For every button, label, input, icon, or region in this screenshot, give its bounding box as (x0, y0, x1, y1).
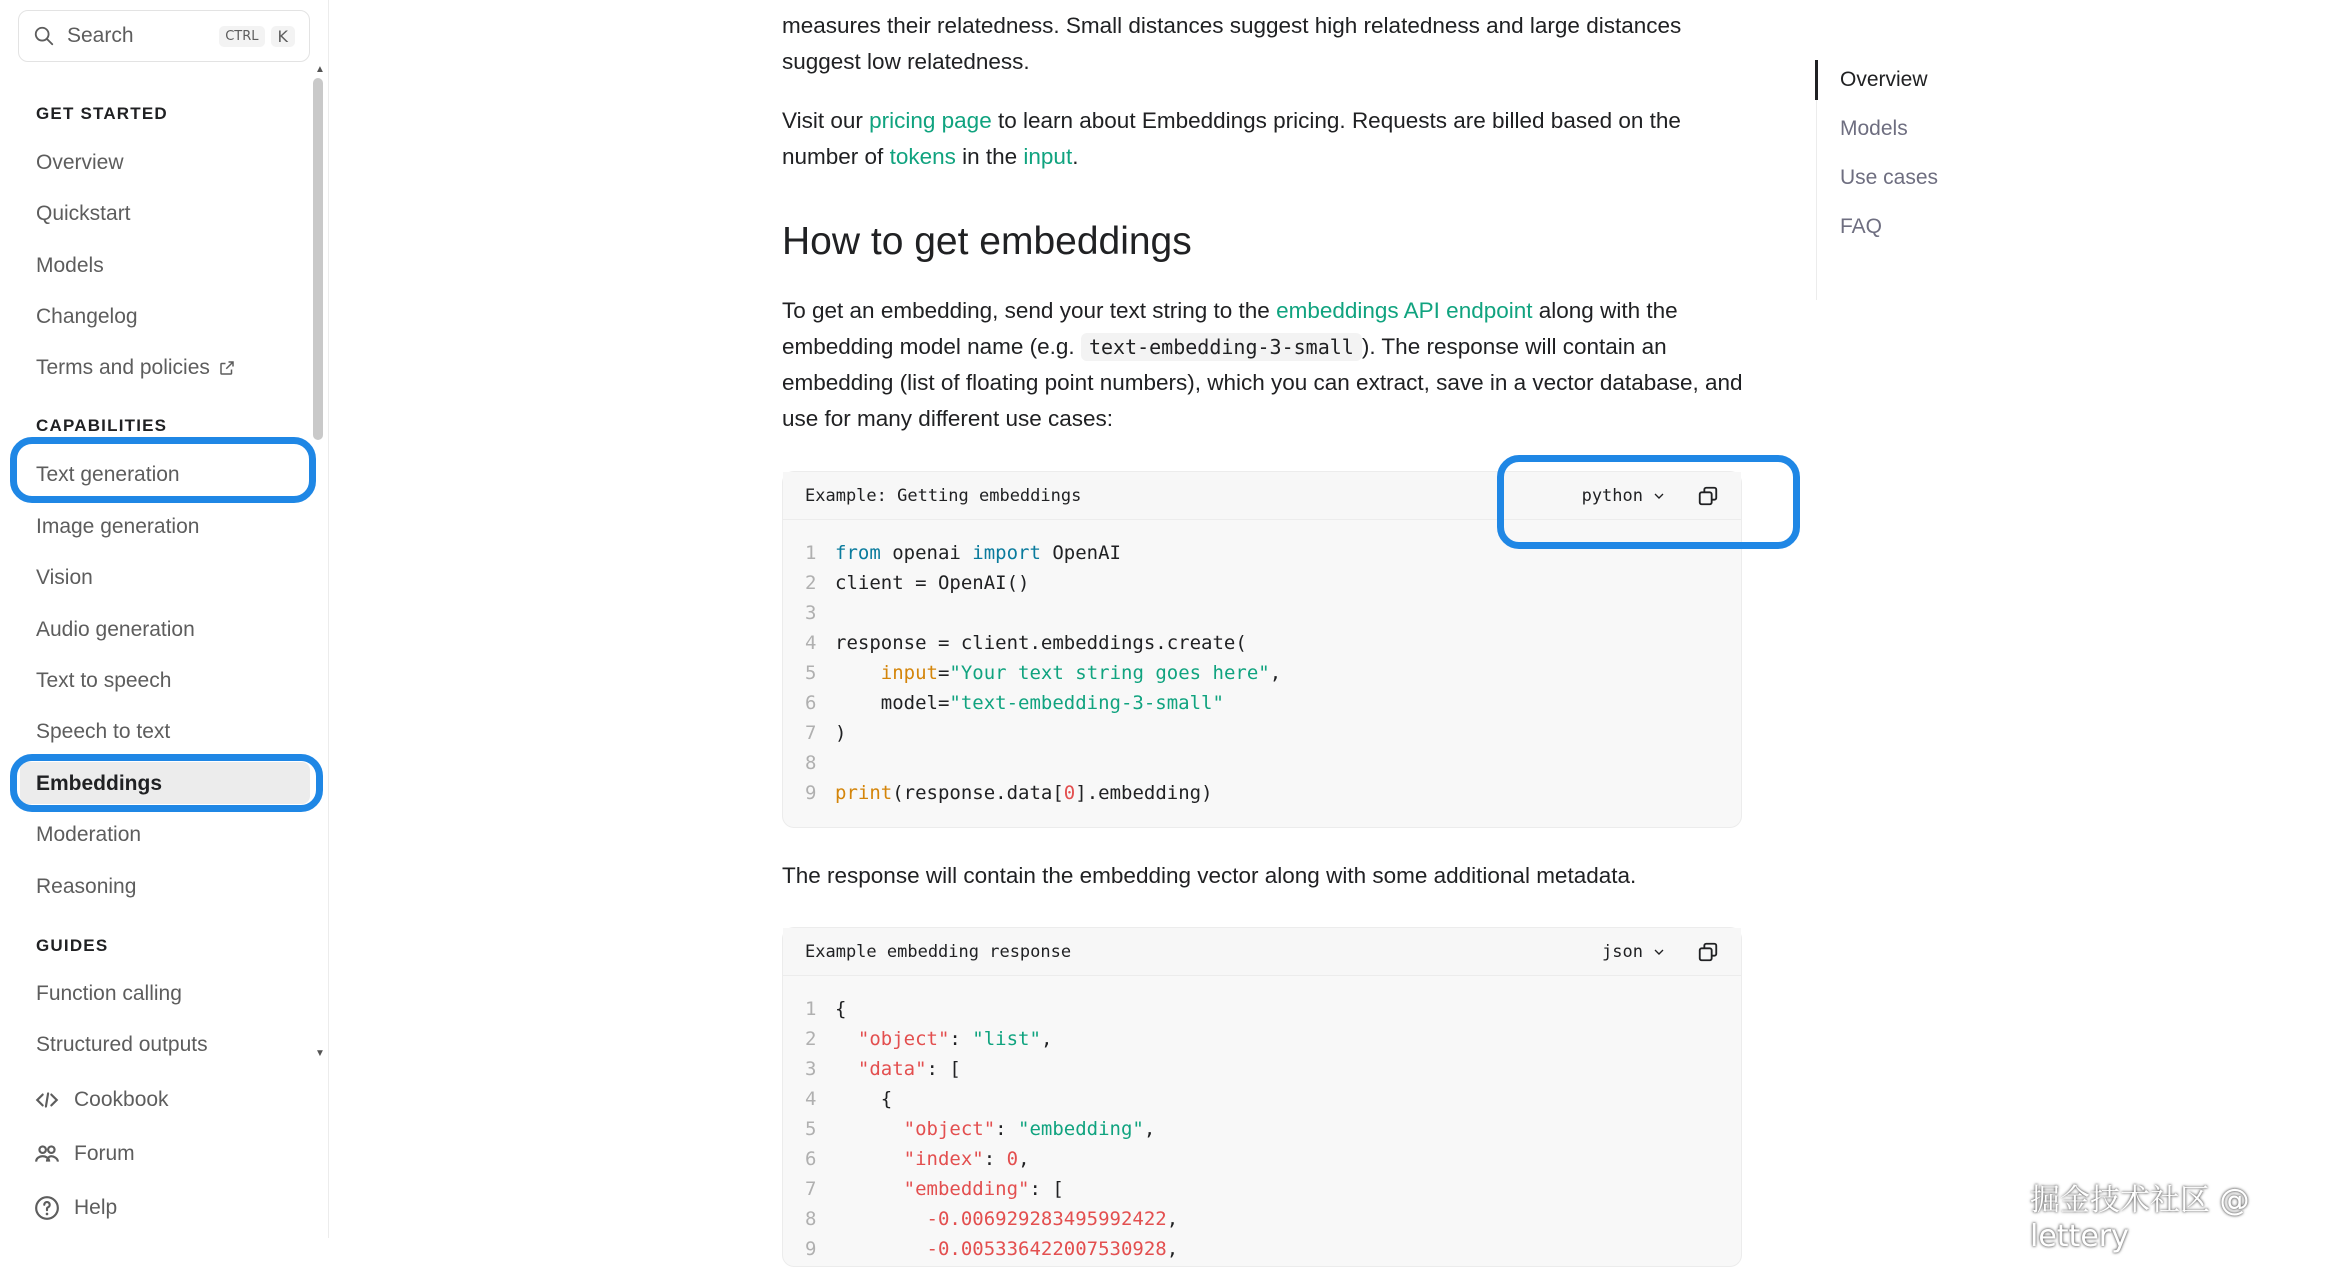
code-block-title: Example embedding response (805, 941, 1072, 962)
sidebar-item-quickstart[interactable]: Quickstart (36, 202, 131, 225)
chevron-down-icon (1651, 944, 1667, 960)
toc-item-use-cases[interactable]: Use cases (1840, 166, 1939, 189)
code-line: 3 (805, 602, 817, 624)
sidebar-nav (0, 76, 320, 1066)
code-line: 4 response = client.embeddings.create( (805, 632, 1247, 654)
code-line: 7 "embedding": [ (805, 1178, 1064, 1200)
code-body (783, 520, 1741, 818)
sidebar-item-overview[interactable]: Overview (36, 151, 124, 174)
annotation-ring-text-generation (10, 437, 316, 503)
annotation-ring-code-toolbar (1497, 455, 1800, 549)
watermark: 掘金技术社区 @ lettery (2030, 1183, 2250, 1254)
sidebar-item-audio-generation[interactable]: Audio generation (36, 618, 195, 641)
code-line: 4 { (805, 1088, 893, 1110)
section-capabilities: CAPABILITIES (36, 416, 168, 435)
pricing-text-4: in the (955, 144, 1024, 169)
how-paragraph (782, 293, 1762, 437)
code-line: 9 -0.005336422007530928, (805, 1238, 1179, 1260)
search-icon (33, 25, 55, 47)
sidebar-item-moderation[interactable]: Moderation (36, 823, 142, 846)
toc-rail (1816, 100, 1817, 300)
help-link[interactable] (34, 1195, 117, 1221)
sidebar-item-speech-to-text[interactable]: Speech to text (36, 720, 171, 743)
toc-active-indicator (1815, 60, 1818, 100)
sidebar-item-reasoning[interactable]: Reasoning (36, 875, 137, 898)
how-text-2: along with the (1532, 298, 1678, 323)
code-line: 9 print(response.data[0].embedding) (805, 782, 1213, 804)
how-text-1: To get an embedding, send your text string to the (782, 298, 1277, 323)
search-input[interactable] (18, 10, 310, 62)
language-label: python (1581, 485, 1643, 506)
intro-line-2: suggest low relatedness. (782, 49, 1030, 74)
how-text-6: use for many different use cases: (782, 406, 1114, 431)
tokens-link[interactable]: tokens (889, 144, 956, 169)
embeddings-api-link[interactable]: embeddings API endpoint (1276, 298, 1533, 323)
sidebar-item-text-to-speech[interactable]: Text to speech (36, 669, 172, 692)
code-line: 1 from openai import OpenAI (805, 542, 1121, 564)
inline-code-model: text-embedding-3-small (1081, 333, 1362, 361)
code-line: 5 input="Your text string goes here", (805, 662, 1282, 684)
sidebar-item-terms[interactable] (36, 356, 236, 380)
section-heading: How to get embeddings (782, 220, 1192, 263)
pricing-text-5: . (1072, 144, 1079, 169)
sidebar-item-models[interactable]: Models (36, 254, 104, 277)
help-label: Help (74, 1196, 118, 1219)
search-shortcut (219, 26, 295, 47)
pricing-text-2: to learn about Embeddings pricing. Requests are billed based on the (991, 108, 1681, 133)
pricing-text-3: number of (782, 144, 890, 169)
code-block-title: Example: Getting embeddings (805, 485, 1082, 506)
toc-item-faq[interactable]: FAQ (1840, 215, 1883, 238)
code-line: 5 "object": "embedding", (805, 1118, 1156, 1140)
code-icon (34, 1087, 60, 1113)
sidebar-item-changelog[interactable]: Changelog (36, 305, 138, 328)
code-line: 7 ) (805, 722, 847, 744)
sidebar (0, 0, 329, 1238)
code-body (783, 976, 1741, 1274)
cookbook-link[interactable] (34, 1087, 169, 1113)
sidebar-item-function-calling[interactable]: Function calling (36, 982, 182, 1005)
code-line: 1 { (805, 998, 847, 1020)
how-text-5: embedding (list of floating point numbers), which you can extract, save in a vector database, and (782, 370, 1743, 395)
code-line: 8 (805, 752, 817, 774)
code-line: 2 "object": "list", (805, 1028, 1053, 1050)
sidebar-item-vision[interactable]: Vision (36, 566, 93, 589)
how-text-4: ). The response will contain an (1361, 334, 1667, 359)
language-label: json (1602, 941, 1643, 962)
shortcut-mod: CTRL (219, 26, 264, 47)
section-get-started: GET STARTED (36, 104, 168, 123)
code-line: 3 "data": [ (805, 1058, 961, 1080)
shortcut-key: K (271, 26, 296, 47)
toc-item-models[interactable]: Models (1840, 117, 1908, 140)
code-line: 6 "index": 0, (805, 1148, 1030, 1170)
how-text-3: embedding model name (e.g. (782, 334, 1081, 359)
copy-button[interactable] (1697, 941, 1719, 963)
section-guides: GUIDES (36, 936, 109, 955)
sidebar-item-structured-outputs[interactable]: Structured outputs (36, 1033, 208, 1056)
intro-text (782, 8, 1762, 80)
copy-icon (1697, 941, 1719, 963)
code-block-header (783, 928, 1741, 976)
forum-link[interactable] (34, 1141, 135, 1167)
toc-item-overview[interactable]: Overview (1840, 68, 1928, 91)
intro-line-1: measures their relatedness. Small distances suggest high relatedness and large distances (782, 13, 1682, 38)
pricing-page-link[interactable]: pricing page (869, 108, 992, 133)
response-note: The response will contain the embedding vector along with some additional metadata. (782, 863, 1637, 888)
language-selector[interactable] (1602, 942, 1667, 962)
sidebar-item-image-generation[interactable]: Image generation (36, 515, 200, 538)
pricing-paragraph (782, 103, 1762, 175)
code-block-embedding-response (782, 927, 1742, 1267)
annotation-ring-embeddings (10, 754, 323, 812)
scroll-down-icon[interactable]: ▼ (315, 1048, 325, 1059)
external-link-icon (218, 359, 236, 377)
pricing-text-1: Visit our (782, 108, 870, 133)
sidebar-item-text-generation[interactable]: Text generation (36, 463, 180, 486)
search-placeholder: Search (67, 24, 134, 47)
people-icon (34, 1141, 60, 1167)
sidebar-item-terms-label: Terms and policies (36, 356, 210, 379)
sidebar-scrollbar-thumb[interactable] (313, 78, 323, 440)
help-icon (34, 1195, 60, 1221)
code-line: 2 client = OpenAI() (805, 572, 1030, 594)
code-line: 6 model="text-embedding-3-small" (805, 692, 1224, 714)
code-line: 8 -0.006929283495992422, (805, 1208, 1179, 1230)
forum-label: Forum (74, 1142, 135, 1165)
sidebar-item-embeddings[interactable]: Embeddings (36, 772, 163, 795)
cookbook-label: Cookbook (74, 1088, 169, 1111)
input-link[interactable]: input (1023, 144, 1073, 169)
scroll-up-icon[interactable]: ▲ (315, 64, 325, 75)
